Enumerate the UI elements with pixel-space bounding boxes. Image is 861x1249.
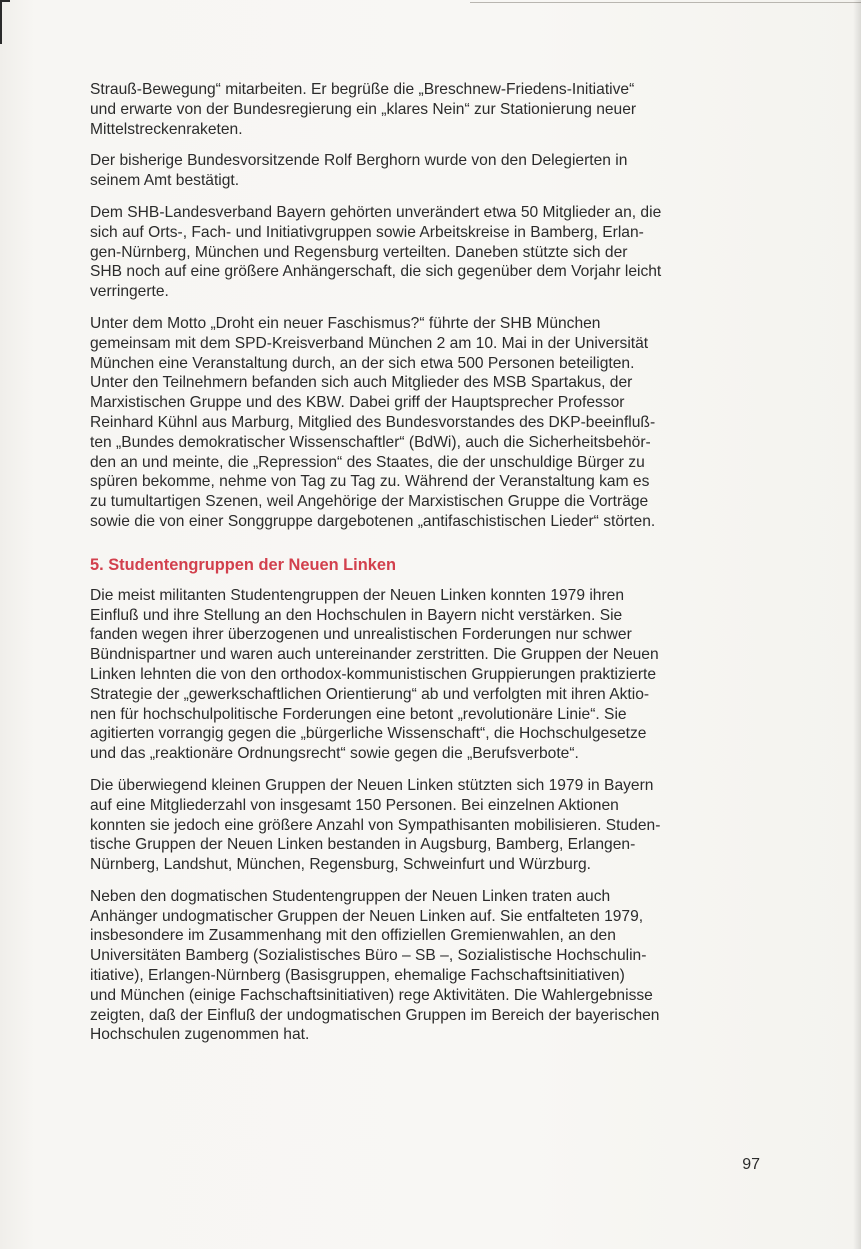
page-edge-shadow bbox=[853, 0, 861, 1249]
body-paragraph: Der bisherige Bundesvorsitzende Rolf Berghorn wurde von den Delegierten in seinem Amt bestätigt. bbox=[90, 152, 628, 190]
body-paragraph: Dem SHB-Landesverband Bayern gehörten unverändert etwa 50 Mitglieder an, die sich auf Orts-, Fach- und Initiativgruppen sowie Arbeitskreise in Bamberg, Erlan- gen-Nürnberg, München und Regensburg verteilten. Daneben stützte sich der SHB noch auf eine größere Anhängerschaft, die sich gegenüber dem Vorjahr leicht verringerte. bbox=[90, 203, 662, 301]
body-paragraph: Unter dem Motto „Droht ein neuer Faschismus?“ führte der SHB München gemeinsam mit dem SPD-Kreisverband München 2 am 10. Mai in der Universität München eine Veranstaltung durch, an der sich etwa 500 Personen beteiligten. Unter den Teilnehmern befanden sich auch Mitglieder des MSB Spartakus, der Marxistischen Gruppe und des KBW. Dabei griff der Hauptsprecher Professor Reinhard Kühnl aus Marburg, Mitglied des Bundesvorstandes des DKP-beeinfluß- ten „Bundes demokratischer Wissenschaftler“ (BdWi), auch die Sicherheitsbehör- den an und meinte, die „Repression“ des Staates, die der unschuldige Bürger zu spüren bekomme, nehme von Tag zu Tag zu. Während der Veranstaltung kam es zu tumultartigen Szenen, weil Angehörige der Marxistischen Gruppe die Vorträge sowie die von einer Songgruppe dargebotenen „antifaschistischen Lieder“ störten. bbox=[90, 314, 656, 530]
section-heading: 5. Studentengruppen der Neuen Linken bbox=[90, 555, 396, 574]
crop-mark bbox=[0, 0, 10, 44]
body-paragraph: Die überwiegend kleinen Gruppen der Neuen Linken stützten sich 1979 in Bayern auf eine Mitgliederzahl von insgesamt 150 Personen. Bei einzelnen Aktionen konnten sie jedoch eine größere Anzahl von Sympathisanten mobilisieren. Studen- tische Gruppen der Neuen Linken bestanden in Augsburg, Bamberg, Erlangen- Nürnberg, Landshut, München, Regensburg, Schweinfurt und Würzburg. bbox=[90, 776, 661, 874]
page-number: 97 bbox=[742, 1156, 760, 1173]
body-paragraph: Neben den dogmatischen Studentengruppen der Neuen Linken traten auch Anhänger undogmatischer Gruppen der Neuen Linken auf. Sie entfalteten 1979, insbesondere im Zusammenhang mit den offiziellen Gremienwahlen, an den Universitäten Bamberg (Sozialistisches Büro – SB –, Sozialistische Hochschulin- itiative), Erlangen-Nürnberg (Basisgruppen, ehemalige Fachschaftsinitiativen) und München (einige Fachschaftsinitiativen) rege Aktivitäten. Die Wahlergebnisse zeigten, daß der Einfluß der undogmatischen Gruppen im Bereich der bayerischen Hochschulen zugenommen hat. bbox=[90, 887, 660, 1044]
body-paragraph: Die meist militanten Studentengruppen der Neuen Linken konnten 1979 ihren Einfluß und ihre Stellung an den Hochschulen in Bayern nicht verstärken. Sie fanden wegen ihrer überzogenen und unrealistischen Forderungen nur schwer Bündnispartner und waren auch untereinander zerstritten. Die Gruppen der Neuen Linken lehnten die von den orthodox-kommunistischen Gruppierungen praktizierte Strategie der „gewerkschaftlichen Orientierung“ ab und verfolgten mit ihren Aktio- nen für hochschulpolitische Forderungen eine betont „revolutionäre Linie“. Sie agitierten vorrangig gegen die „bürgerliche Wissenschaft“, die Hochschulgesetze und das „reaktionäre Ordnungsrecht“ sowie gegen die „Berufsverbote“. bbox=[90, 586, 659, 763]
body-paragraph: Strauß-Bewegung“ mitarbeiten. Er begrüße die „Breschnew-Friedens-Initiative“ und erwarte von der Bundesregierung ein „klares Nein“ zur Stationierung neuer Mittelstreckenraketen. bbox=[90, 81, 637, 138]
page-edge-line bbox=[470, 2, 861, 3]
page-body bbox=[90, 80, 760, 1057]
